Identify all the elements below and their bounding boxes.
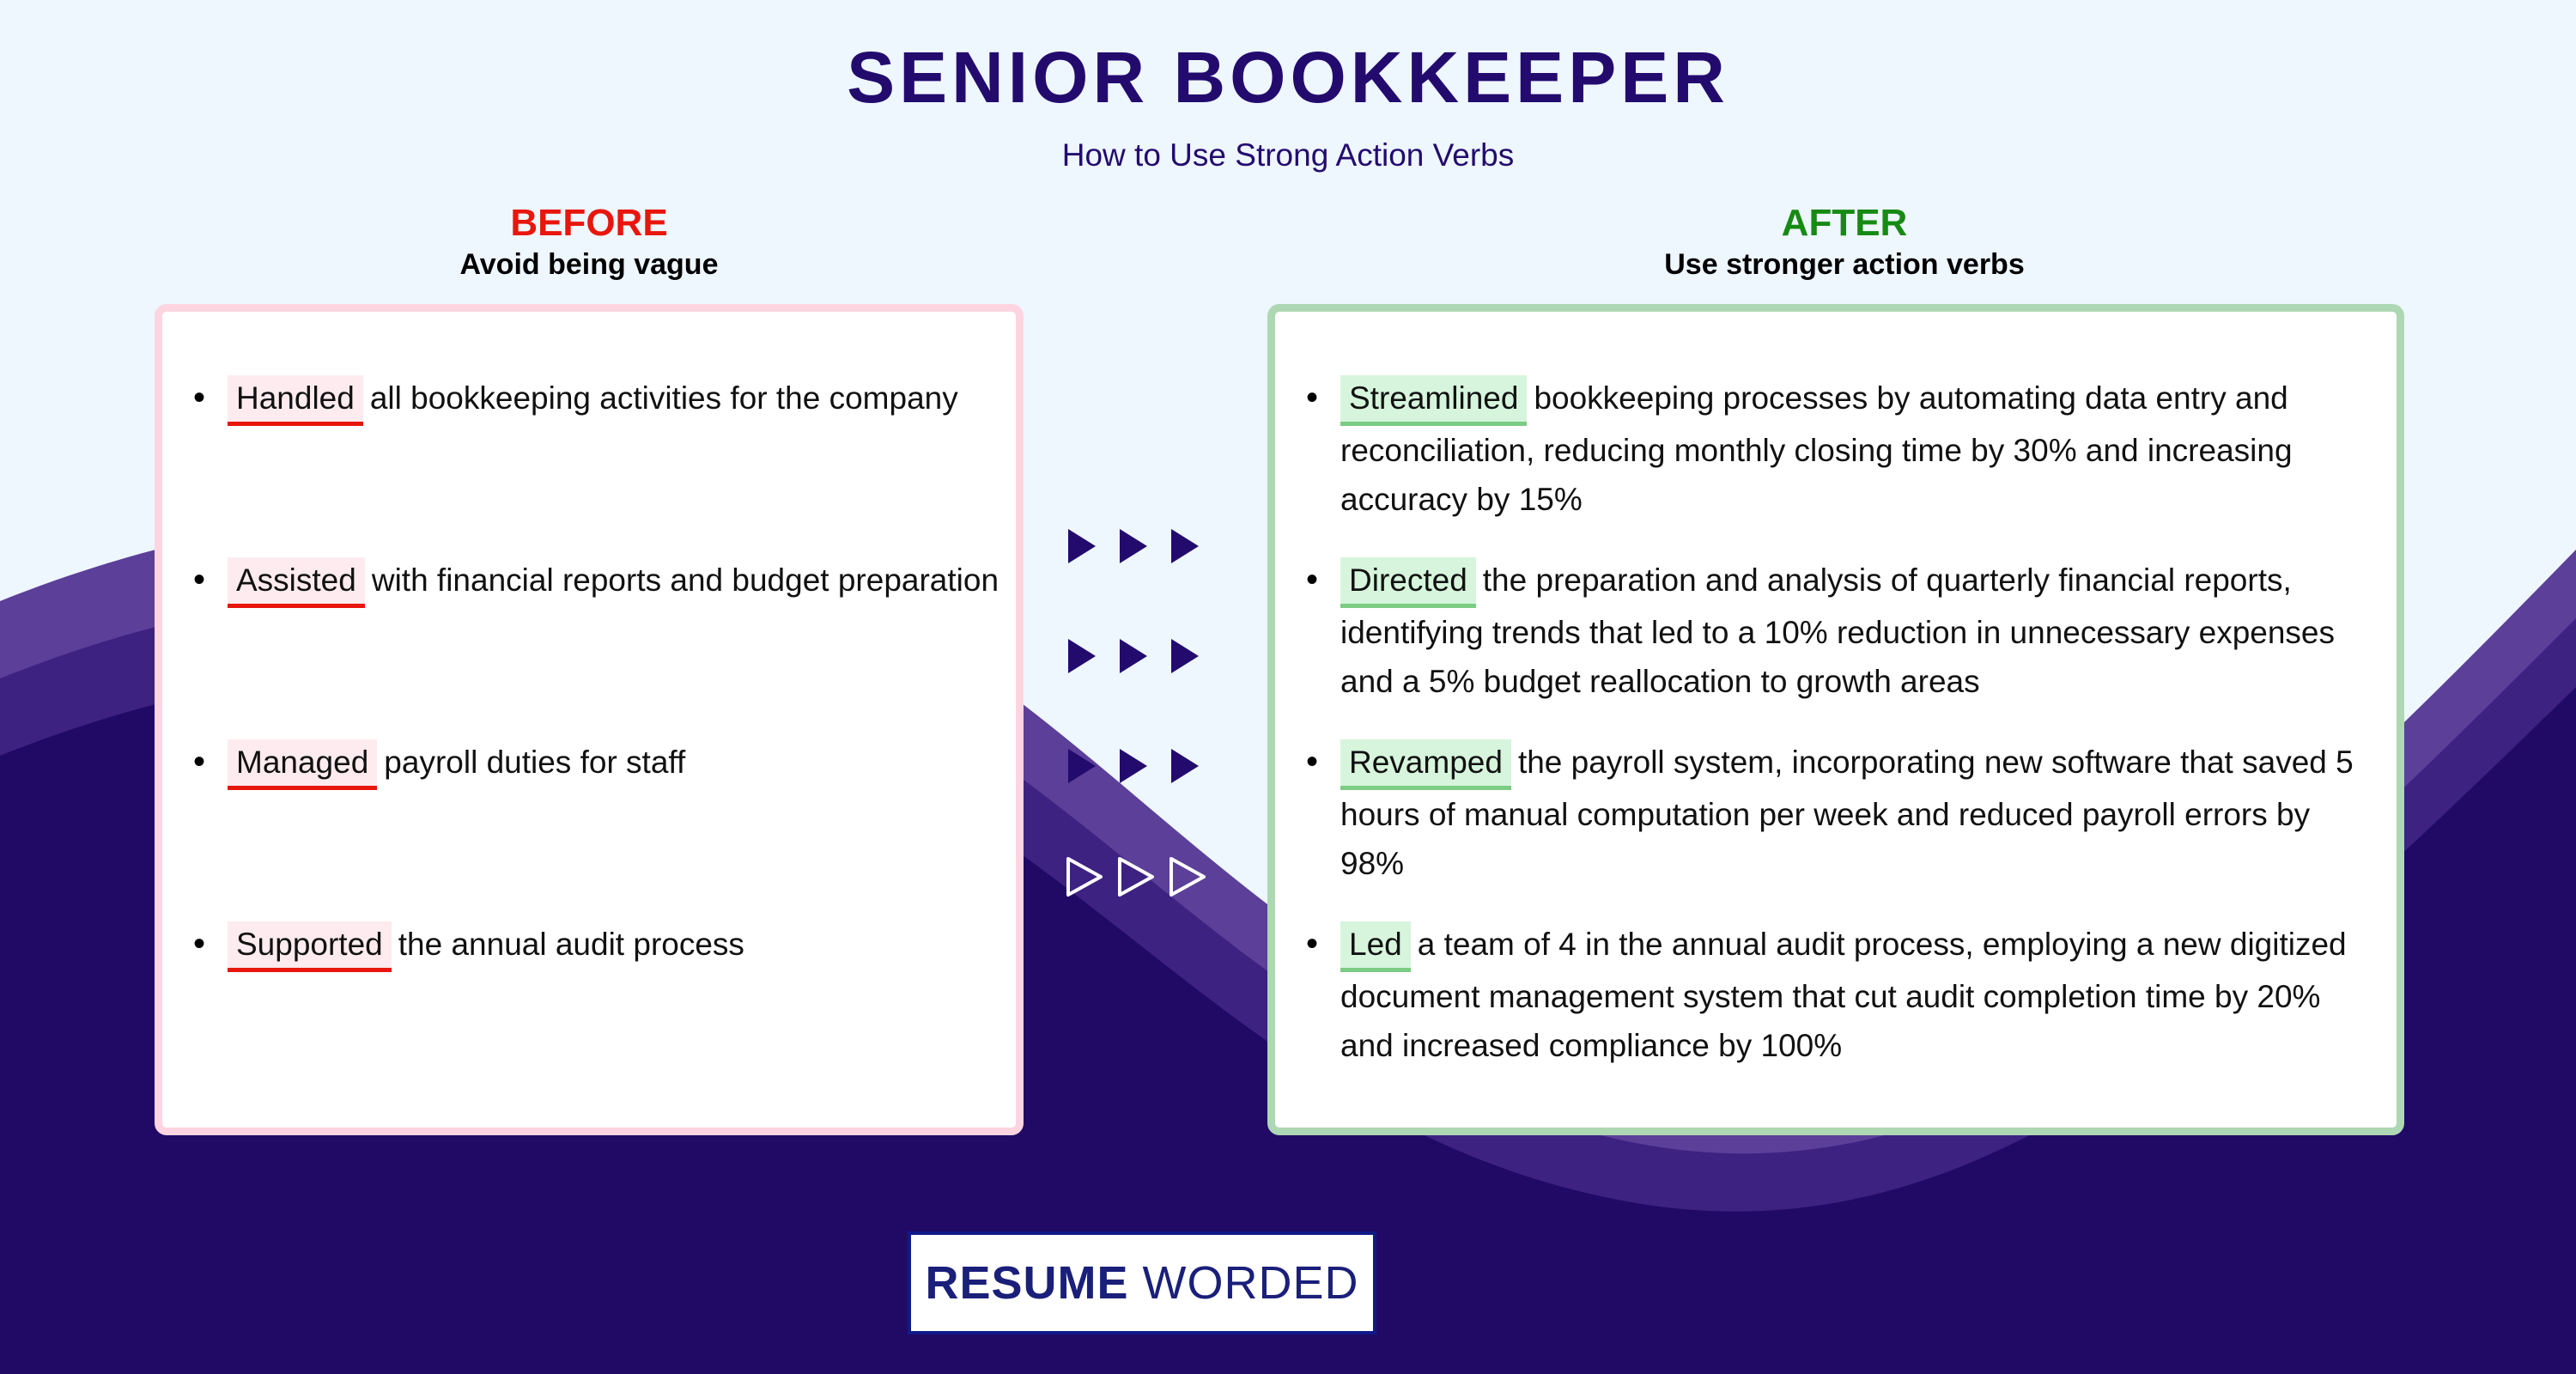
after-item — [1340, 738, 2371, 888]
item-text: the preparation and analysis of quarterly financial reports, identifying trends that led to a 10% reduction in unnecessary expenses and a 5% budget reallocation to growth areas — [1340, 562, 2336, 699]
play-arrow-icon — [1068, 529, 1096, 563]
item-text: the payroll system, incorporating new software that saved 5 hours of manual computation per week and reduced payroll errors by 98% — [1340, 745, 2354, 881]
before-item — [228, 920, 1000, 972]
item-text: all bookkeeping activities for the company — [369, 380, 958, 416]
play-arrow-icon — [1171, 749, 1199, 783]
arrow-row-3 — [1068, 749, 1199, 783]
before-item — [228, 556, 1000, 608]
logo-bold-text: RESUME — [925, 1257, 1129, 1309]
strong-verb: Directed — [1340, 557, 1476, 608]
arrow-row-2 — [1068, 639, 1199, 673]
play-arrow-icon — [1068, 749, 1096, 783]
item-text: with financial reports and budget preparation — [371, 562, 999, 598]
resume-worded-logo[interactable] — [908, 1231, 1376, 1334]
page-title: SENIOR BOOKKEEPER — [847, 37, 1729, 118]
arrows-column — [1056, 507, 1228, 902]
item-text: the annual audit process — [398, 927, 744, 962]
after-item — [1340, 556, 2371, 706]
play-arrow-icon — [1171, 639, 1199, 673]
strong-verb: Led — [1340, 921, 1411, 972]
weak-verb: Managed — [228, 739, 377, 790]
before-label: BEFORE — [510, 202, 668, 244]
after-sublabel: Use stronger action verbs — [1664, 248, 2025, 281]
arrow-row-1 — [1068, 529, 1199, 563]
play-arrow-icon — [1120, 639, 1147, 673]
logo-light-text: WORDED — [1142, 1257, 1359, 1309]
before-item — [228, 374, 1000, 426]
item-text: payroll duties for staff — [384, 745, 686, 780]
play-arrow-icon — [1171, 529, 1199, 563]
play-arrow-icon — [1120, 749, 1147, 783]
before-sublabel: Avoid being vague — [459, 248, 719, 281]
play-arrow-icon — [1068, 639, 1096, 673]
strong-verb: Revamped — [1340, 739, 1511, 790]
weak-verb: Supported — [228, 921, 392, 972]
weak-verb: Handled — [228, 375, 363, 426]
after-item — [1340, 374, 2371, 524]
after-label: AFTER — [1781, 202, 1908, 244]
outline-arrow-icon — [1171, 859, 1204, 895]
after-card — [1267, 304, 2404, 1135]
after-item — [1340, 920, 2371, 1070]
before-card — [155, 304, 1024, 1135]
before-item — [228, 738, 1000, 790]
outline-arrow-icon — [1120, 859, 1152, 895]
item-text: a team of 4 in the annual audit process, employing a new digitized document management system that cut audit completion time by 20% and increased compliance by 100% — [1340, 927, 2347, 1063]
weak-verb: Assisted — [228, 557, 365, 608]
page-subtitle: How to Use Strong Action Verbs — [1061, 137, 1515, 173]
arrow-row-4 — [1068, 859, 1204, 895]
strong-verb: Streamlined — [1340, 375, 1527, 426]
after-header — [1267, 201, 2421, 283]
outline-arrow-icon — [1068, 859, 1101, 895]
before-header — [155, 201, 1024, 283]
item-text: bookkeeping processes by automating data entry and reconciliation, reducing monthly closing time by 30% and increasing accuracy by 15% — [1340, 380, 2293, 517]
play-arrow-icon — [1120, 529, 1147, 563]
